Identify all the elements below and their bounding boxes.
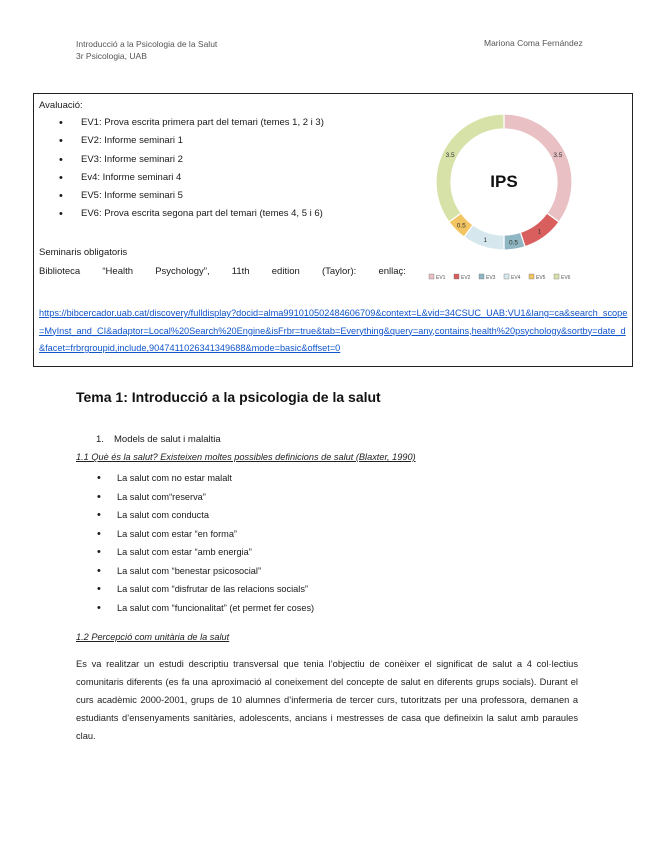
legend-swatch xyxy=(529,274,534,279)
library-link[interactable]: https://bibcercador.uab.cat/discovery/fulldisplay?docid=alma991010502484606709&context=L&vid=34CSUC_UAB:VU1&lang=ca&search_scope=MyInst_and_CI&adaptor=Local%20Search%20Engine&isFrbr=true&tab=Everything&query=any,contains,health%20psychology&sortby=date_d&facet=frbrgroupid,include,9047411026341349688&mode=basic&offset=0 xyxy=(39,308,628,353)
legend-swatch xyxy=(554,274,559,279)
legend-label: EV3 xyxy=(486,275,496,281)
evaluation-box xyxy=(33,93,633,367)
legend-item xyxy=(454,274,471,281)
legend-label: EV5 xyxy=(536,275,546,281)
legend-label: EV4 xyxy=(511,275,521,281)
list-item: • La salut com estar “amb energia” xyxy=(93,543,314,562)
list-item: • La salut com estar “en forma” xyxy=(93,525,314,544)
legend-item xyxy=(504,274,521,281)
biblio-word: Biblioteca xyxy=(39,266,81,277)
legend-swatch xyxy=(429,274,434,279)
list-item: • La salut com conducta xyxy=(93,506,314,525)
page-header-course xyxy=(76,38,217,62)
biblio-word: 11th xyxy=(231,266,250,277)
biblio-word: Psychology”, xyxy=(155,266,210,277)
donut-data-label: 3.5 xyxy=(553,152,563,160)
legend-swatch xyxy=(479,274,484,279)
legend-label: EV6 xyxy=(561,275,571,281)
biblio-line xyxy=(39,266,406,277)
legend-item xyxy=(554,274,571,281)
evaluation-item: • EV1: Prova escrita primera part del temari (temes 1, 2 i 3) xyxy=(51,114,324,132)
body-paragraph: Es va realitzar un estudi descriptiu transversal que tenia l’objectiu de conèixer el significat de salut a 4 col·lectius comunitaris diferents (es fa una aproximació al coneixement del concepte de salut en diferents grups socials). Durant el curs acadèmic 2000-2001, grups de 10 alumnes d’infermeria de tercer curs, tutoritzats per una professora, demanen a estudiants d’ensenyaments sanitàries, adolescents, ancians i mestresses de casa que defineixin la salut amb paraules clau. xyxy=(76,659,578,741)
course-subtitle: 3r Psicologia, UAB xyxy=(76,51,147,61)
section-title: Tema 1: Introducció a la psicologia de la salut xyxy=(76,389,381,405)
course-title: Introducció a la Psicologia de la Salut xyxy=(76,39,218,49)
biblio-word: edition xyxy=(271,266,300,277)
evaluation-title: Avaluació: xyxy=(39,100,83,111)
biblio-word: (Taylor): xyxy=(321,266,357,277)
evaluation-item: • EV2: Informe seminari 1 xyxy=(51,132,324,150)
subsection-heading-1-2: 1.2 Percepció com unitària de la salut xyxy=(76,632,230,642)
list-item: • La salut com “benestar psicosocial” xyxy=(93,562,314,581)
evaluation-donut-chart xyxy=(427,100,627,290)
evaluation-item: • EV6: Prova escrita segona part del temari (temes 4, 5 i 6) xyxy=(51,205,324,223)
donut-slice-ev6 xyxy=(436,114,504,222)
health-definitions-list xyxy=(93,469,314,617)
donut-data-label: 0.5 xyxy=(456,222,466,230)
biblio-word: “Health xyxy=(102,266,134,277)
legend-item xyxy=(529,274,546,281)
donut-slice-ev1 xyxy=(504,114,572,222)
legend-label: EV1 xyxy=(436,275,446,281)
list-item: • La salut com“reserva” xyxy=(93,488,314,507)
subsection-heading-1-1: 1.1 Què és la salut? Existeixen moltes possibles definicions de salut (Blaxter, 1990) xyxy=(76,452,416,462)
donut-data-label: 0.5 xyxy=(508,239,518,247)
legend-label: EV2 xyxy=(461,275,471,281)
evaluation-item: • EV3: Informe seminari 2 xyxy=(51,151,324,169)
legend-item xyxy=(479,274,496,281)
donut-data-label: 3.5 xyxy=(445,152,455,160)
donut-data-label: 1 xyxy=(537,228,542,236)
legend-swatch xyxy=(454,274,459,279)
numbered-item-text: Models de salut i malaltia xyxy=(114,434,221,445)
evaluation-item: • EV5: Informe seminari 5 xyxy=(51,187,324,205)
evaluation-list xyxy=(51,114,324,224)
list-item: • La salut com no estar malalt xyxy=(93,469,314,488)
list-item: • La salut com “disfrutar de las relacions socials” xyxy=(93,580,314,599)
numbered-item-number: 1. xyxy=(96,434,104,445)
evaluation-item: • Ev4: Informe seminari 4 xyxy=(51,169,324,187)
legend-item xyxy=(429,274,446,281)
seminaris-label: Seminaris obligatoris xyxy=(39,247,128,258)
donut-data-label: 1 xyxy=(483,237,488,245)
biblio-word: enllaç: xyxy=(378,266,406,277)
legend-swatch xyxy=(504,274,509,279)
page-header-author: Mariona Coma Fernández xyxy=(484,38,583,48)
donut-center-label: IPS xyxy=(490,172,518,191)
numbered-item xyxy=(96,434,221,445)
list-item: • La salut com “funcionalitat” (et permet fer coses) xyxy=(93,599,314,618)
